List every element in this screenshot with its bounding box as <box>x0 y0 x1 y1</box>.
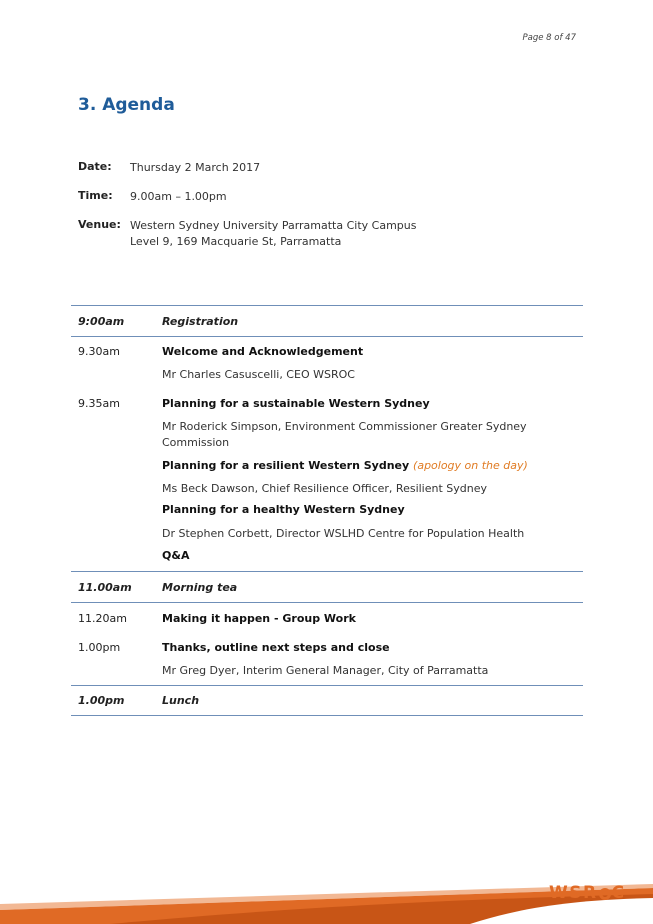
session-title: Planning for a sustainable Western Sydney <box>162 397 430 410</box>
session-speaker: Dr Stephen Corbett, Director WSLHD Centre for Population Health <box>162 527 525 540</box>
session-title-text: Planning for a resilient Western Sydney <box>162 459 410 472</box>
session-title: Welcome and Acknowledgement <box>162 345 364 358</box>
agenda-time: 1.00pm <box>78 694 125 707</box>
section-heading: 3. Agenda <box>78 95 175 115</box>
agenda-time: 9.30am <box>78 345 120 358</box>
session-title: Making it happen - Group Work <box>162 612 356 625</box>
agenda-row-morning-tea <box>71 571 583 602</box>
agenda-time: 11.00am <box>78 581 132 594</box>
session-speaker: Mr Greg Dyer, Interim General Manager, City of Parramatta <box>162 664 489 677</box>
time-value: 9.00am – 1.00pm <box>130 190 227 203</box>
agenda-table <box>71 305 583 716</box>
apology-note: (apology on the day) <box>413 459 528 472</box>
session-speaker: Mr Roderick Simpson, Environment Commissioner Greater Sydney Commission <box>162 420 527 449</box>
time-label: Time: <box>78 189 113 202</box>
session-title: Planning for a healthy Western Sydney <box>162 503 405 516</box>
agenda-time: 9.35am <box>78 397 120 410</box>
agenda-time: 11.20am <box>78 612 127 625</box>
agenda-item: Lunch <box>162 694 200 707</box>
session-speaker: Ms Beck Dawson, Chief Resilience Officer, Resilient Sydney <box>162 482 488 495</box>
page-number: Page 8 of 47 <box>522 33 576 43</box>
date-label: Date: <box>78 160 112 173</box>
session-speaker: Mr Charles Casuscelli, CEO WSROC <box>162 368 355 381</box>
date-value: Thursday 2 March 2017 <box>130 161 261 174</box>
qa-label: Q&A <box>162 549 190 562</box>
agenda-row-afternoon <box>71 602 583 685</box>
venue-line-2: Level 9, 169 Macquarie St, Parramatta <box>130 235 342 248</box>
wsroc-logo <box>549 883 626 903</box>
agenda-row-lunch <box>71 685 583 716</box>
agenda-row-registration <box>71 305 583 336</box>
agenda-item: Registration <box>162 315 239 328</box>
agenda-time: 9:00am <box>78 315 125 328</box>
venue-label: Venue: <box>78 218 121 231</box>
venue-value <box>130 218 416 250</box>
logo-text-c: C <box>611 883 626 903</box>
logo-text-wsr: WSR <box>549 883 598 903</box>
logo-o-icon <box>599 888 611 900</box>
session-title <box>162 459 528 472</box>
agenda-item: Morning tea <box>162 581 238 594</box>
session-title: Thanks, outline next steps and close <box>162 641 390 654</box>
agenda-row-main-session <box>71 336 583 571</box>
agenda-time: 1.00pm <box>78 641 121 654</box>
venue-line-1: Western Sydney University Parramatta City Campus <box>130 219 417 232</box>
